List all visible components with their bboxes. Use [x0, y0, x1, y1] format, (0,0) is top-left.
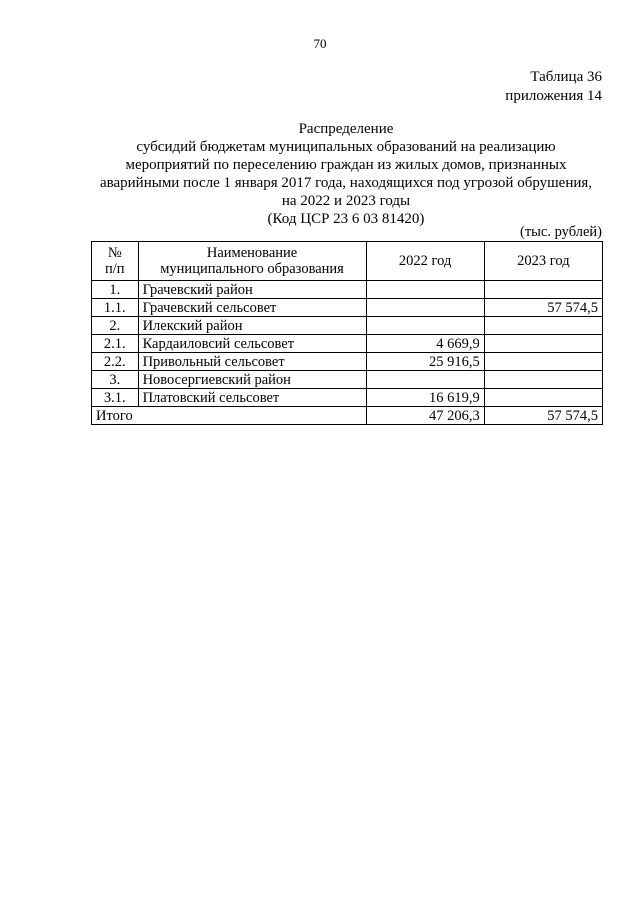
row-2022	[366, 299, 484, 317]
row-number: 2.1.	[92, 335, 139, 353]
header-name-line: Наименование	[206, 245, 298, 261]
row-name: Платовский сельсовет	[138, 389, 366, 407]
row-2022	[366, 371, 484, 389]
header-2022: 2022 год	[366, 242, 484, 281]
document-heading	[60, 120, 632, 228]
row-name: Илекский район	[138, 317, 366, 335]
row-name: Грачевский сельсовет	[138, 299, 366, 317]
row-name: Новосергиевский район	[138, 371, 366, 389]
table-row	[92, 299, 603, 317]
row-2023	[484, 317, 602, 335]
row-2022	[366, 281, 484, 299]
table-reference	[505, 68, 602, 106]
table-row	[92, 317, 603, 335]
row-name: Привольный сельсовет	[138, 353, 366, 371]
header-number-symbol: №	[107, 245, 122, 261]
row-number: 2.	[92, 317, 139, 335]
row-2022: 25 916,5	[366, 353, 484, 371]
heading-line: Распределение	[298, 121, 394, 137]
header-2023: 2023 год	[484, 242, 602, 281]
row-number: 1.1.	[92, 299, 139, 317]
row-name: Грачевский район	[138, 281, 366, 299]
heading-line: субсидий бюджетам муниципальных образований на реализацию	[136, 139, 556, 155]
row-2023: 57 574,5	[484, 299, 602, 317]
heading-line: мероприятий по переселению граждан из жилых домов, признанных	[125, 157, 567, 173]
table-row	[92, 371, 603, 389]
page-number: 70	[313, 36, 327, 51]
row-2022: 4 669,9	[366, 335, 484, 353]
budget-code: (Код ЦСР 23 6 03 81420)	[267, 211, 425, 227]
row-2023	[484, 371, 602, 389]
header-number	[92, 242, 139, 281]
row-2022: 16 619,9	[366, 389, 484, 407]
header-name	[138, 242, 366, 281]
header-number-abbr: п/п	[105, 261, 125, 277]
row-2023	[484, 281, 602, 299]
row-2023	[484, 389, 602, 407]
total-2023: 57 574,5	[484, 407, 602, 425]
row-name: Кардаиловсий сельсовет	[138, 335, 366, 353]
total-label: Итого	[92, 407, 367, 425]
heading-line: на 2022 и 2023 годы	[281, 193, 411, 209]
table-row	[92, 335, 603, 353]
table-header-row	[92, 242, 603, 281]
table-row	[92, 281, 603, 299]
row-number: 3.	[92, 371, 139, 389]
table-row	[92, 353, 603, 371]
header-name-line: муниципального образования	[160, 261, 344, 277]
row-number: 3.1.	[92, 389, 139, 407]
row-2022	[366, 317, 484, 335]
row-number: 1.	[92, 281, 139, 299]
table-row	[92, 389, 603, 407]
table-reference-appendix: приложения 14	[505, 88, 602, 104]
table-reference-number: Таблица 36	[530, 69, 602, 85]
units-label: (тыс. рублей)	[520, 224, 602, 240]
row-2023	[484, 353, 602, 371]
subsidy-table	[91, 241, 603, 425]
heading-line: аварийными после 1 января 2017 года, находящихся под угрозой обрушения,	[99, 175, 593, 191]
table-total-row	[92, 407, 603, 425]
total-2022: 47 206,3	[366, 407, 484, 425]
row-number: 2.2.	[92, 353, 139, 371]
row-2023	[484, 335, 602, 353]
